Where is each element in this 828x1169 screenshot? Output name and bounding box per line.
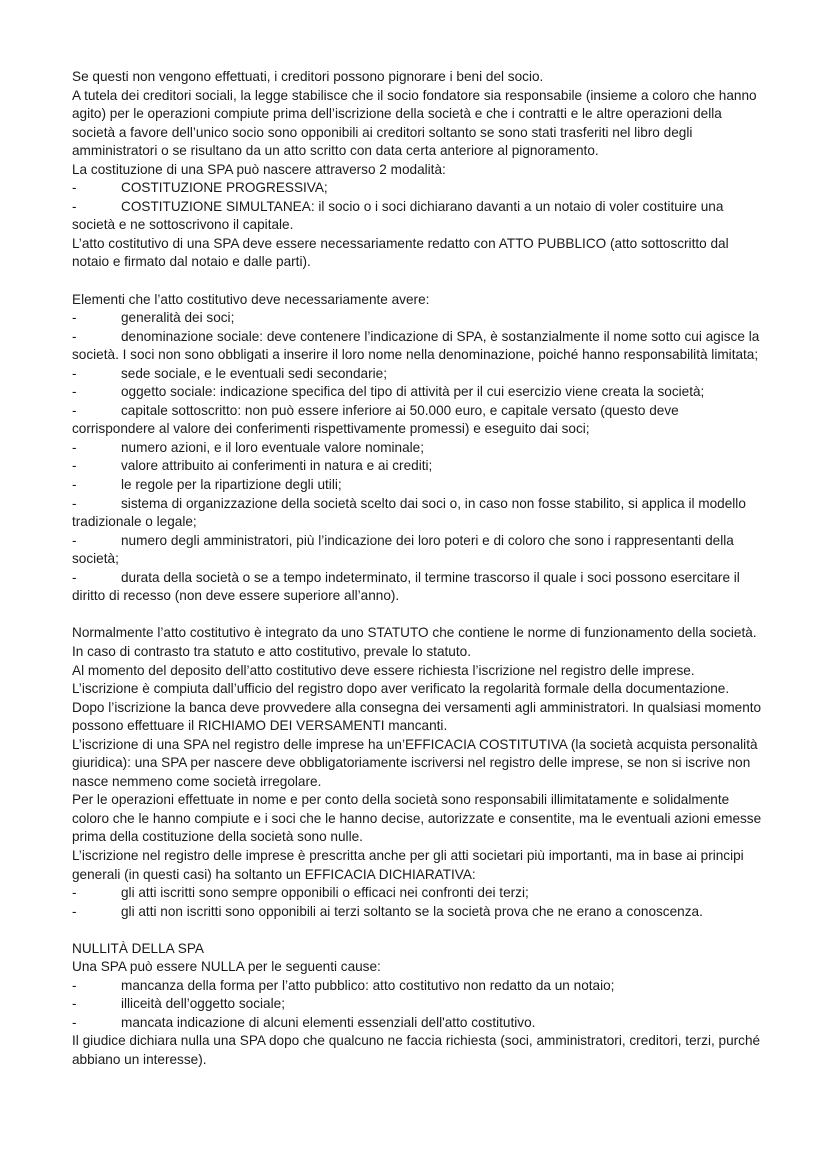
paragraph: L’iscrizione nel registro delle imprese è prescritta anche per gli atti societari più importanti, ma in base ai principi generali (in questi casi) ha soltanto un EFFICACIA DICHIARATIVA: bbox=[72, 847, 744, 882]
list-dash: - bbox=[72, 198, 77, 214]
paragraph: Dopo l’iscrizione la banca deve provvedere alla consegna dei versamenti agli amministratori. In qualsiasi momento possono effettuare il RICHIAMO DEI VERSAMENTI mancanti. bbox=[72, 699, 762, 734]
paragraph: La costituzione di una SPA può nascere attraverso 2 modalità: bbox=[72, 161, 446, 177]
paragraph: Il giudice dichiara nulla una SPA dopo che qualcuno ne faccia richiesta (soci, amministratori, creditori, terzi, purché abbiano un interesse). bbox=[72, 1033, 761, 1067]
list-dash: - bbox=[72, 977, 77, 993]
list-item bbox=[72, 1014, 762, 1033]
list-item-text: oggetto sociale: indicazione specifica del tipo di attività per il cui esercizio viene creata la società; bbox=[121, 384, 705, 400]
list-dash: - bbox=[72, 1014, 77, 1030]
list-item-text: generalità dei soci; bbox=[121, 310, 235, 326]
list-item-text: sistema di organizzazione della società scelto dai soci o, in caso non fosse stabilito, si applica il modello tradizionale o legale; bbox=[72, 495, 746, 530]
list-dash: - bbox=[72, 384, 77, 400]
list-item-text: COSTITUZIONE SIMULTANEA: il socio o i soci dichiarano davanti a un notaio di voler costituire una società e ne sottoscrivono il capitale. bbox=[72, 198, 724, 233]
list-item-text: mancanza della forma per l’atto pubblico: atto costitutivo non redatto da un notaio; bbox=[121, 977, 615, 993]
list-item-text: numero degli amministratori, più l’indicazione dei loro poteri e di coloro che sono i rappresentanti della società; bbox=[72, 532, 734, 567]
paragraph: In caso di contrasto tra statuto e atto costitutivo, prevale lo statuto. bbox=[72, 643, 471, 659]
list-item bbox=[72, 476, 762, 495]
list-dash: - bbox=[72, 458, 77, 474]
list-item-text: sede sociale, e le eventuali sedi secondarie; bbox=[121, 365, 388, 381]
list-item-text: COSTITUZIONE PROGRESSIVA; bbox=[121, 180, 328, 196]
list-dash: - bbox=[72, 903, 77, 919]
paragraph-gap bbox=[72, 606, 762, 625]
paragraph: L’atto costitutivo di una SPA deve essere necessariamente redatto con ATTO PUBBLICO (atto sottoscritto dal notaio e firmato dal notaio e dalle parti). bbox=[72, 235, 729, 270]
list-item-text: gli atti non iscritti sono opponibili ai terzi soltanto se la società prova che ne erano a conoscenza. bbox=[121, 903, 703, 919]
paragraph: A tutela dei creditori sociali, la legge stabilisce che il socio fondatore sia responsabile (insieme a coloro che hanno agito) per le operazioni compiute prima dell’iscrizione della società e che i contratti e le altre operazioni della società a favore dell’unico socio sono opponibili ai creditori soltanto se sono stati trasferiti nel libro degli amministratori o se risultano da un atto scritto con data certa anteriore al pignoramento. bbox=[72, 87, 757, 159]
list-item bbox=[72, 457, 762, 476]
list-dash: - bbox=[72, 365, 77, 381]
list-item bbox=[72, 198, 762, 235]
list-dash: - bbox=[72, 328, 77, 344]
list-item bbox=[72, 569, 762, 606]
paragraph: Al momento del deposito dell’atto costitutivo deve essere richiesta l’iscrizione nel registro delle imprese. bbox=[72, 662, 695, 678]
list-item-text: numero azioni, e il loro eventuale valore nominale; bbox=[121, 439, 425, 455]
paragraph: Per le operazioni effettuate in nome e per conto della società sono responsabili illimitatamente e solidalmente coloro che le hanno compiute e i soci che le hanno decise, autorizzate e consentite, ma le eventuali azioni emesse prima della costituzione della società sono nulle. bbox=[72, 792, 762, 845]
list-item bbox=[72, 402, 762, 439]
document-page bbox=[72, 68, 762, 1070]
list-item-text: mancata indicazione di alcuni elementi essenziali dell'atto costitutivo. bbox=[121, 1014, 536, 1030]
paragraph: Una SPA può essere NULLA per le seguenti cause: bbox=[72, 959, 381, 975]
paragraph: Elementi che l’atto costitutivo deve necessariamente avere: bbox=[72, 291, 430, 307]
list-dash: - bbox=[72, 439, 77, 455]
list-item bbox=[72, 495, 762, 532]
list-item bbox=[72, 995, 762, 1014]
list-dash: - bbox=[72, 477, 77, 493]
paragraph: NULLITÀ DELLA SPA bbox=[72, 940, 204, 956]
list-item bbox=[72, 532, 762, 569]
list-dash: - bbox=[72, 569, 77, 585]
list-item bbox=[72, 383, 762, 402]
paragraph: L’iscrizione è compiuta dall’ufficio del registro dopo aver verificato la regolarità formale della documentazione. bbox=[72, 681, 730, 697]
list-item-text: illiceità dell’oggetto sociale; bbox=[121, 996, 285, 1012]
list-item bbox=[72, 328, 762, 365]
list-item-text: le regole per la ripartizione degli utili; bbox=[121, 477, 342, 493]
list-dash: - bbox=[72, 495, 77, 511]
list-item bbox=[72, 365, 762, 384]
list-item-text: denominazione sociale: deve contenere l’indicazione di SPA, è sostanzialmente il nome sotto cui agisce la società. I soci non sono obbligati a inserire il loro nome nella denominazione, poiché hanno responsabilità limitata; bbox=[72, 328, 760, 363]
list-item-text: gli atti iscritti sono sempre opponibili o efficaci nei confronti dei terzi; bbox=[121, 885, 529, 901]
list-dash: - bbox=[72, 180, 77, 196]
list-item bbox=[72, 903, 762, 922]
paragraph: Normalmente l’atto costitutivo è integrato da uno STATUTO che contiene le norme di funzionamento della società. bbox=[72, 625, 757, 641]
list-item bbox=[72, 977, 762, 996]
list-item-text: valore attribuito ai conferimenti in natura e ai crediti; bbox=[121, 458, 433, 474]
list-item bbox=[72, 439, 762, 458]
list-dash: - bbox=[72, 402, 77, 418]
list-item-text: durata della società o se a tempo indeterminato, il termine trascorso il quale i soci possono esercitare il diritto di recesso (non deve essere superiore all’anno). bbox=[72, 569, 740, 604]
list-dash: - bbox=[72, 885, 77, 901]
list-dash: - bbox=[72, 532, 77, 548]
list-item bbox=[72, 309, 762, 328]
paragraph: Se questi non vengono effettuati, i creditori possono pignorare i beni del socio. bbox=[72, 69, 544, 84]
paragraph-gap bbox=[72, 272, 762, 291]
paragraph-gap bbox=[72, 921, 762, 940]
paragraph: L’iscrizione di una SPA nel registro delle imprese ha un’EFFICACIA COSTITUTIVA (la società acquista personalità giuridica): una SPA per nascere deve obbligatoriamente iscriversi nel registro delle imprese, se non si iscrive non nasce nemmeno come società irregolare. bbox=[72, 736, 758, 789]
list-item-text: capitale sottoscritto: non può essere inferiore ai 50.000 euro, e capitale versato (questo deve corrispondere al valore dei conferimenti rispettivamente promessi) e eseguito dai soci; bbox=[72, 402, 679, 437]
list-item bbox=[72, 179, 762, 198]
list-item bbox=[72, 884, 762, 903]
list-dash: - bbox=[72, 996, 77, 1012]
list-dash: - bbox=[72, 310, 77, 326]
